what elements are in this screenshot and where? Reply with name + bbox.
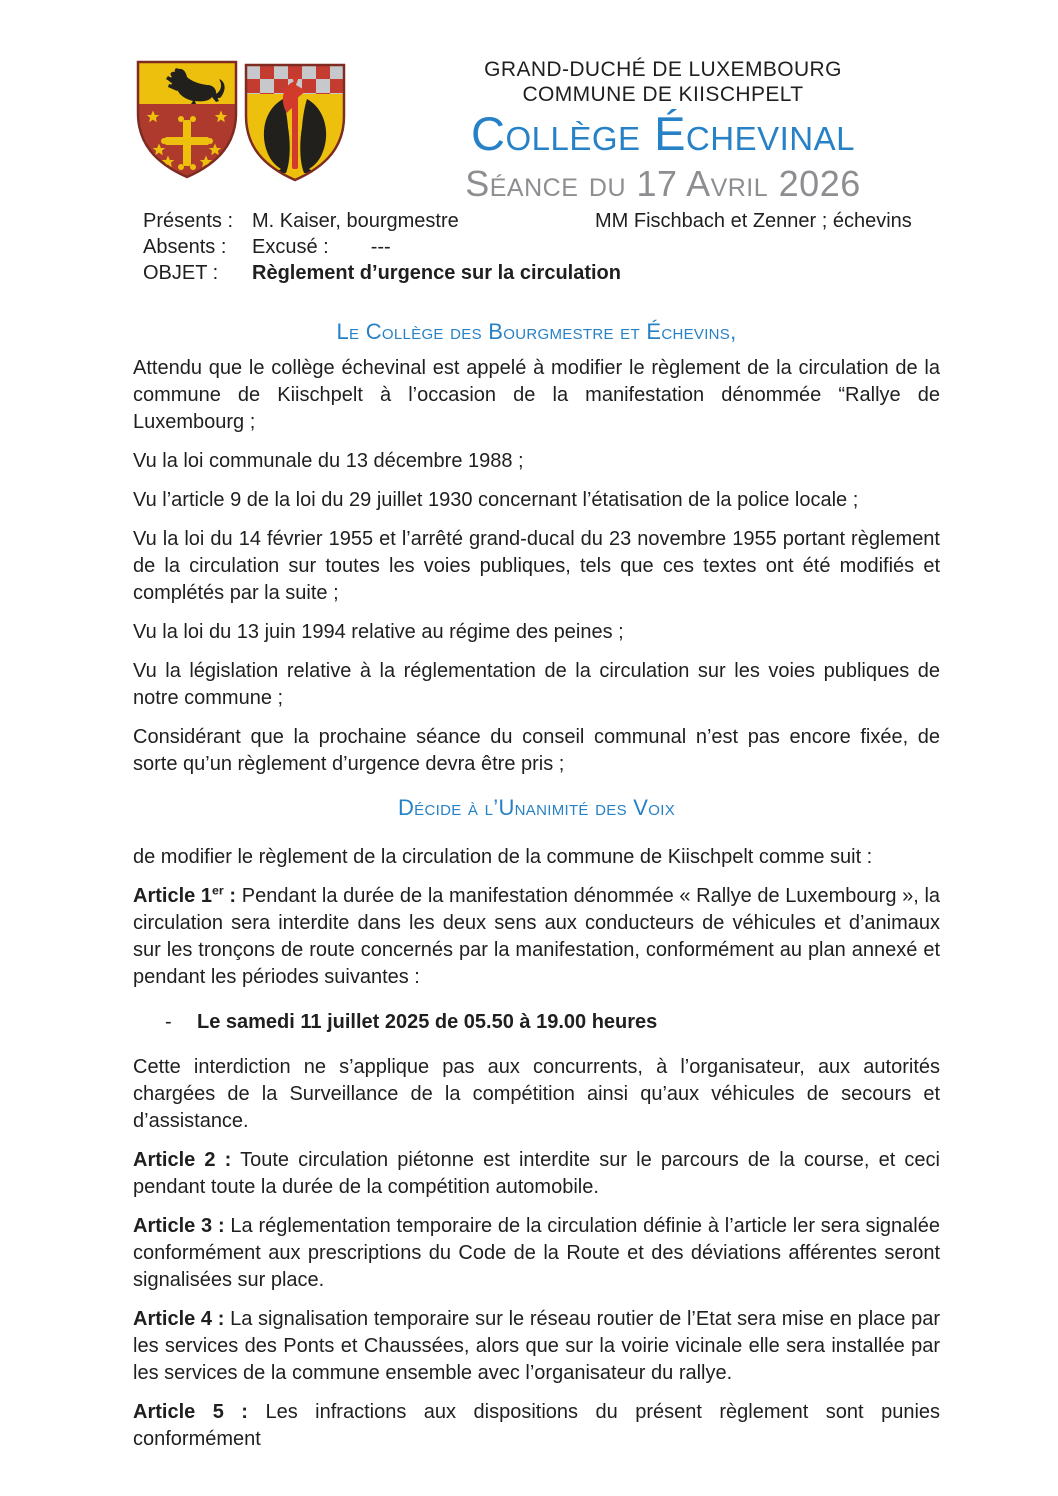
coat-of-arms-svg <box>133 57 348 182</box>
schedule-text: Le samedi 11 juillet 2025 de 05.50 à 19.00 heures <box>197 1011 658 1033</box>
absents-excuse <box>252 234 595 260</box>
header-commune: COMMUNE DE KIISCHPELT <box>522 83 804 106</box>
objet-label: OBJET : <box>143 262 219 284</box>
excuse-label: Excusé : <box>252 236 329 258</box>
decide-heading: Décide à l’Unanimité des Voix <box>397 795 676 820</box>
presents-bourgmestre: M. Kaiser, bourgmestre <box>252 210 459 232</box>
article-3-paragraph <box>133 1213 940 1294</box>
absents-label: Absents : <box>143 236 227 258</box>
vu-legislation-paragraph: Vu la législation relative à la réglementation de la circulation sur les voies publiques de notre commune ; <box>133 660 940 709</box>
schedule-item <box>165 1009 940 1036</box>
left-shield <box>138 62 236 177</box>
presents-row <box>143 208 943 234</box>
article-2-label: Article 2 : <box>133 1149 232 1171</box>
document-header <box>0 0 1058 206</box>
article-1-label: Article 1er : <box>133 883 237 907</box>
vu-loi-1994-paragraph: Vu la loi du 13 juin 1994 relative au régime des peines ; <box>133 621 624 643</box>
vu-article9-paragraph: Vu l’article 9 de la loi du 29 juillet 1930 concernant l’étatisation de la police locale ; <box>133 489 859 511</box>
coat-of-arms <box>133 57 348 182</box>
article-4-paragraph <box>133 1306 940 1387</box>
schedule-dash: - <box>165 1011 172 1033</box>
right-shield <box>246 65 344 180</box>
modifier-paragraph: de modifier le règlement de la circulation de la commune de Kiischpelt comme suit : <box>133 846 873 868</box>
header-country: GRAND-DUCHÉ DE LUXEMBOURG <box>484 58 842 81</box>
header-session-date: Séance du 17 Avril 2026 <box>465 163 861 204</box>
article-4-text: La signalisation temporaire sur le réseau routier de l’Etat sera mise en place par les services des Ponts et Chaussées, alors que sur la voirie vicinale elle sera installée par les services de la commune ensemble avec l’organisateur du rallye. <box>133 1308 940 1384</box>
absents-row <box>143 234 943 260</box>
header-college-title: Collège Échevinal <box>471 107 855 160</box>
attendu-paragraph: Attendu que le collège échevinal est appelé à modifier le règlement de la circulation de la commune de Kiischpelt à l’occasion de la manifestation dénommée “Rallye de Luxembourg ; <box>133 357 940 433</box>
considerant-paragraph: Considérant que la prochaine séance du conseil communal n’est pas encore fixée, de sorte qu’un règlement d’urgence devra être pris ; <box>133 726 940 775</box>
article-3-text: La réglementation temporaire de la circulation définie à l’article ler sera signalée conformément aux prescriptions du Code de la Route et des déviations afférentes seront signalisées sur place. <box>133 1215 940 1291</box>
article-5-label: Article 5 : <box>133 1401 248 1423</box>
document-body <box>133 320 940 1465</box>
vu-loi-1955-paragraph: Vu la loi du 14 février 1955 et l’arrêté grand-ducal du 23 novembre 1955 portant règlement de la circulation sur toutes les voies publiques, tels que ces textes ont été modifiés et complétés par la suite ; <box>133 528 940 604</box>
article-2-text: Toute circulation piétonne est interdite sur le parcours de la course, et ceci pendant toute la durée de la compétition automobile. <box>133 1149 940 1198</box>
article-5-paragraph <box>133 1399 940 1453</box>
objet-row <box>143 260 943 286</box>
college-bourgmestre-heading: Le Collège des Bourgmestre et Échevins, <box>336 319 737 344</box>
article-4-label: Article 4 : <box>133 1308 225 1330</box>
interdiction-paragraph: Cette interdiction ne s’applique pas aux concurrents, à l’organisateur, aux autorités chargées de la Surveillance de la compétition ainsi qu’aux véhicules de secours et d’assistance. <box>133 1056 940 1132</box>
article-1-paragraph <box>133 883 940 991</box>
meta-block <box>143 208 943 286</box>
article-1-sup: er <box>212 883 224 898</box>
presents-label: Présents : <box>143 210 234 232</box>
presents-echevins: MM Fischbach et Zenner ; échevins <box>595 210 912 232</box>
article-1-text: Pendant la durée de la manifestation dénommée « Rallye de Luxembourg », la circulation sera interdite dans les deux sens aux conducteurs de véhicules et d’animaux sur les tronçons de route concernés par la manifestation, conformément au plan annexé et pendant les périodes suivantes : <box>133 885 941 988</box>
excuse-dashes: --- <box>370 236 391 258</box>
article-5-text: Les infractions aux dispositions du présent règlement sont punies conformément <box>133 1401 941 1450</box>
article-2-paragraph <box>133 1147 940 1201</box>
vu-loi-communale-paragraph: Vu la loi communale du 13 décembre 1988 ; <box>133 450 524 472</box>
article-3-label: Article 3 : <box>133 1215 225 1237</box>
objet-value: Règlement d’urgence sur la circulation <box>252 262 621 284</box>
header-text-block <box>395 58 931 203</box>
